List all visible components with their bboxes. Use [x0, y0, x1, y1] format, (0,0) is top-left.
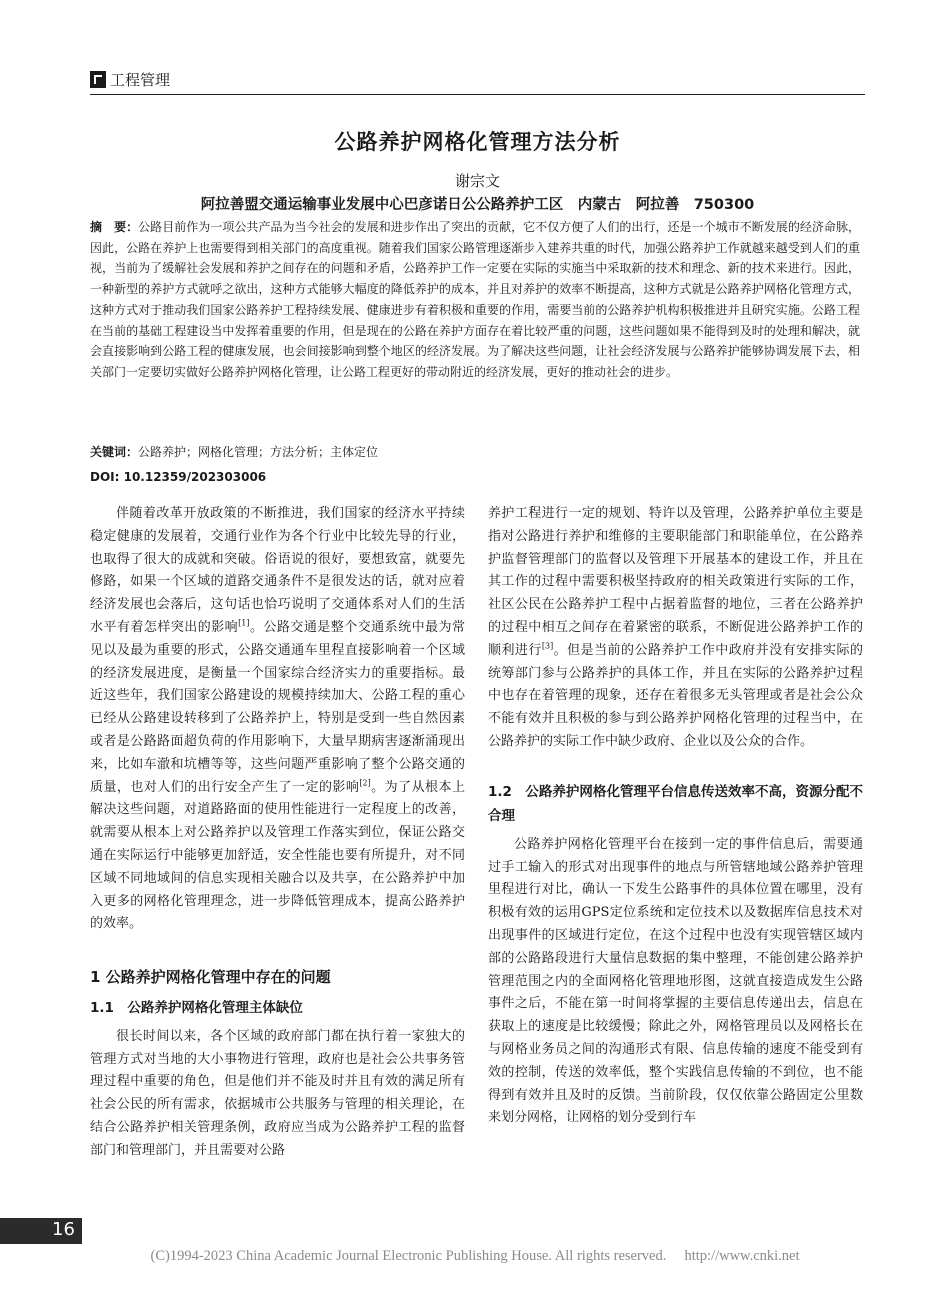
keywords-label: 关键词： — [90, 445, 139, 459]
intro-text-1: 伴随着改革开放政策的不断推进，我们国家的经济水平持续稳定健康的发展着，交通行业作为各个行业中比较先导的行业，也取得了很大的成就和突破。俗语说的很好，要想致富，就要先修路，如果一个区域的道路交通条件不是很发达的话，就对应着经济发展也会落后，这句话也恰巧说明了交通体系对人们的生活水平有着怎样突出的影响 — [90, 506, 465, 635]
section-1-1-paragraph: 很长时间以来，各个区域的政府部门都在执行着一家独大的管理方式对当地的大小事物进行管理，政府也是社会公共事务管理过程中重要的角色，但是他们并不能及时并且有效的满足所有社会公民的所有需求，依据城市公共服务与管理的相关理论，在结合公路养护相关管理条例，政府应当成为公路养护工程的监督部门和管理部门，并且需要对公路 — [90, 1028, 465, 1158]
article-title: 公路养护网格化管理方法分析 — [334, 130, 621, 154]
s11-cont-text-1: 养护工程进行一定的规划、特许以及管理，公路养护单位主要是指对公路进行养护和维修的主要职能部门和职能单位，在公路养护监督管理部门的监督以及管理下开展基本的建设工作，并且在其工作的过程中需要积极坚持政府的相关政策进行实际的工作，社区公民在公路养护工程中占据着监督的地位，三者在公路养护的过程中相互之间存在着紧密的联系，不断促进公路养护工作的顺利进行 — [488, 506, 863, 658]
article-author: 谢宗文 — [454, 172, 500, 190]
running-header — [90, 66, 865, 92]
intro-paragraph — [90, 503, 465, 936]
intro-text-3: 。为了从根本上解决这些问题，对道路路面的使用性能进行一定程度上的改善，就需要从根本上对公路养护以及管理工作落实到位，保证公路交通在实际运行中能够更加舒适，安全性能也要有所提升，对不同区域不同地域间的信息实现相关融合以及共享，在公路养护中加入更多的网格化管理理念，进一步降低管理成本，提高公路养护的效率。 — [90, 779, 465, 932]
abstract — [90, 217, 860, 383]
abstract-label: 摘 要： — [90, 220, 139, 234]
section-heading-1: 1 公路养护网格化管理中存在的问题 — [90, 968, 331, 987]
citation-ref-3: [3] — [541, 641, 554, 651]
journal-logo-icon — [90, 71, 106, 88]
section-1-2-paragraph: 公路养护网格化管理平台在接到一定的事件信息后，需要通过手工输入的形式对出现事件的地点与所管辖地域公路养护管理里程进行对比，确认一下发生公路事件的具体位置在哪里，没有积极有效的运用GPS定位系统和定位技术以及数据库信息技术对出现事件的区域进行定位，在这个过程中也没有实现管辖区域内部的公路路段进行大量信息数据的集中整理，不能创建公路养护管理范围之内的全面网格化管理地形图，这就直接造成发生公路事件之后，不能在第一时间将掌握的主要信息传递出去，信息在获取上的速度是比较缓慢；除此之外，网格管理员以及网格长在与网格业务员之间的沟通形式有限、信息传输的速度不能受到有效的控制，传送的效率低，整个实践信息传输的不到位，也不能得到有效并且及时的反馈。当前阶段，仅仅依靠公路固定公里数来划分网格，让网格的划分受到行车 — [488, 836, 863, 1126]
section-1-1-paragraph-cont — [488, 503, 863, 754]
section-heading-1-2: 1.2 公路养护网格化管理平台信息传送效率不高，资源分配不合理 — [488, 783, 863, 824]
header-rule — [90, 94, 865, 95]
journal-name: 工程管理 — [110, 70, 171, 89]
citation-ref-2: [2] — [359, 778, 371, 788]
keywords — [90, 443, 860, 460]
body-column-right — [488, 503, 863, 1130]
doi: DOI: 10.12359/202303006 — [90, 470, 267, 484]
section-heading-1-1: 1.1 公路养护网格化管理主体缺位 — [90, 999, 303, 1016]
author-affiliation: 阿拉善盟交通运输事业发展中心巴彦诺日公公路养护工区 内蒙古 阿拉善 750300 — [200, 197, 755, 213]
body-column-left — [90, 503, 465, 1163]
page-number: 16 — [52, 1219, 75, 1240]
intro-text-2: 。公路交通是整个交通系统中最为常见以及最为重要的形式，公路交通通车里程直接影响着一个区域的经济发展进度，是衡量一个国家综合经济实力的重要指标。最近这些年，我们国家公路建设的规模持续加大、公路工程的重心已经从公路建设转移到了公路养护上，特别是受到一些自然因素或者是公路路面超负荷的作用影响下，大量早期病害逐渐涌现出来，比如车澈和坑槽等等，这些问题严重影响了整个公路交通的质量，也对人们的出行安全产生了一定的影响 — [90, 619, 465, 795]
copyright-footer: (C)1994-2023 China Academic Journal Electronic Publishing House. All rights reserved. http://www.cnki.net — [150, 1248, 800, 1264]
s11-cont-text-2: 。但是当前的公路养护工作中政府并没有安排实际的统筹部门参与公路养护的具体工作，并且在实际的公路养护过程中也存在着管理的现象，还存在着很多无头管理或者是社会公众不能有效并且积极的参与到公路养护网格化管理的过程当中，在公路养护的实际工作中缺少政府、企业以及公众的合作。 — [488, 642, 863, 749]
abstract-text: 公路目前作为一项公共产品为当今社会的发展和进步作出了突出的贡献，它不仅方便了人们的出行，还是一个城市不断发展的经济命脉，因此，公路在养护上也需要得到相关部门的高度重视。随着我们国家公路管理逐渐步入建养共重的时代，加强公路养护工作就越来越受到人们的重视，当前为了缓解社会发展和养护之间存在的问题和矛盾，公路养护工作一定要在实际的实施当中采取新的技术和理念、新的技术来进行。因此，一种新型的养护方式就呼之欲出，这种方式能够大幅度的降低养护的成本，并且对养护的效率不断提高，这种方式就是公路养护网格化管理方式，这种方式对于推动我们国家公路养护工程持续发展、健康进步有着积极和重要的作用，需要当前的公路养护机构积极推进并且研究实施。公路工程在当前的基础工程建设当中发挥着重要的作用，但是现在的公路在养护方面存在着比较严重的问题，这些问题如果不能得到及时的处理和解决，就会直接影响到公路工程的健康发展，也会间接影响到整个地区的经济发展。为了解决这些问题，让社会经济发展与公路养护能够协调发展下去，相关部门一定要切实做好公路养护网格化管理，让公路工程更好的带动附近的经济发展，更好的推动社会的进步。 — [90, 220, 860, 379]
citation-ref-1: [1] — [238, 618, 250, 628]
keywords-text: 公路养护；网格化管理；方法分析；主体定位 — [138, 445, 379, 459]
